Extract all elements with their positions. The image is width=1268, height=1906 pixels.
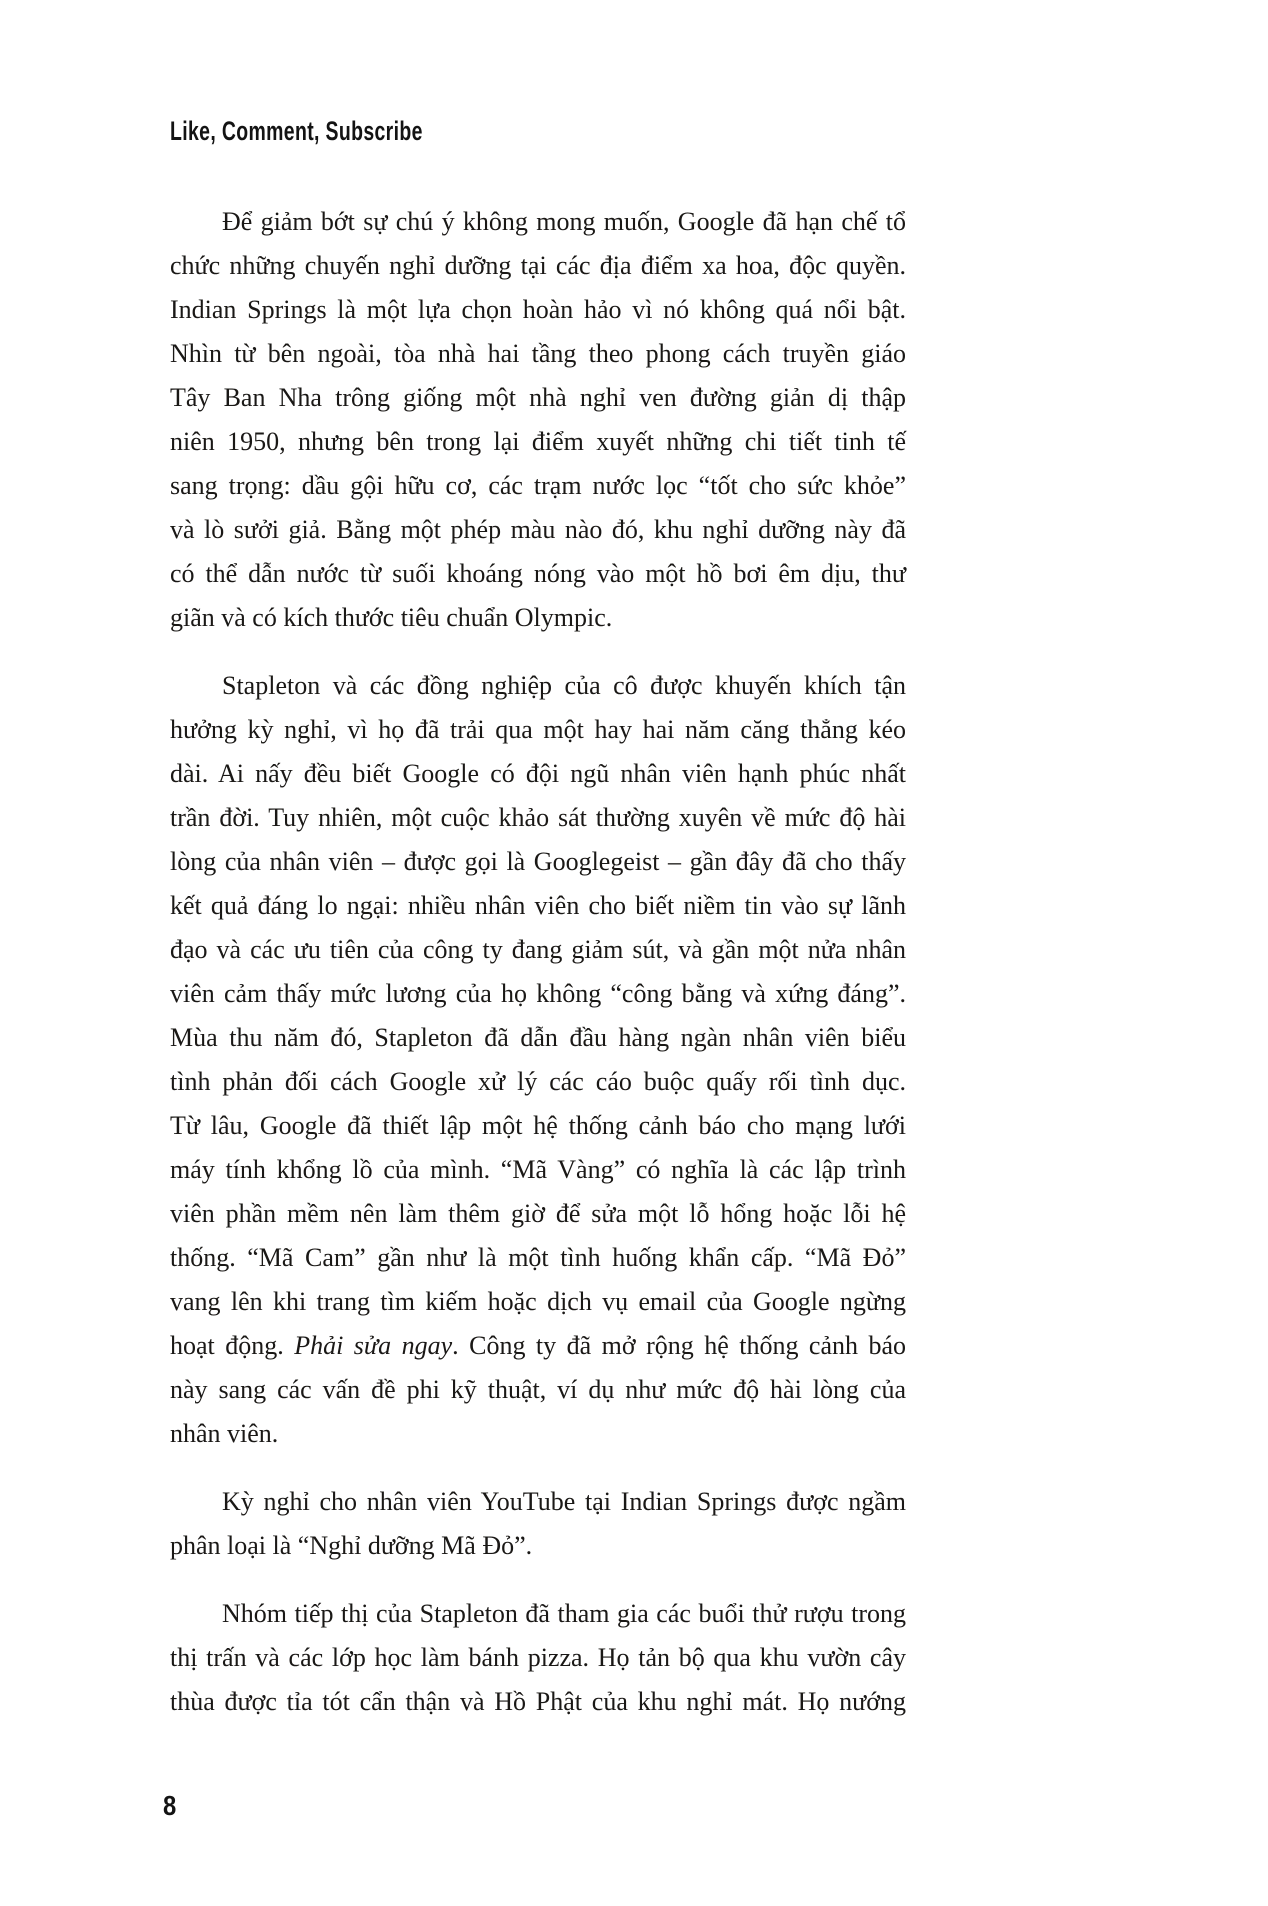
- text-line: phân loại là “Nghỉ dưỡng Mã Đỏ”.: [170, 1531, 533, 1560]
- text-line: lòng của nhân viên – được gọi là Googlegeist – gần đây đã cho thấy: [170, 847, 906, 876]
- text-line: Mùa thu năm đó, Stapleton đã dẫn đầu hàng ngàn nhân viên biểu: [170, 1023, 906, 1052]
- text-line: đạo và các ưu tiên của công ty đang giảm sút, và gần một nửa nhân: [170, 935, 906, 964]
- text-line: chức những chuyến nghỉ dưỡng tại các địa điểm xa hoa, độc quyền.: [170, 251, 906, 280]
- text-line: Tây Ban Nha trông giống một nhà nghỉ ven đường giản dị thập: [170, 383, 906, 412]
- paragraph-3: [170, 1480, 906, 1568]
- text-line: thống. “Mã Cam” gần như là một tình huống khẩn cấp. “Mã Đỏ”: [170, 1243, 906, 1272]
- text-line: dài. Ai nấy đều biết Google có đội ngũ nhân viên hạnh phúc nhất: [170, 759, 906, 788]
- text-line: kết quả đáng lo ngại: nhiều nhân viên cho biết niềm tin vào sự lãnh: [170, 891, 906, 920]
- text-line: giãn và có kích thước tiêu chuẩn Olympic.: [170, 603, 613, 632]
- text-line: có thể dẫn nước từ suối khoáng nóng vào một hồ bơi êm dịu, thư: [170, 559, 906, 588]
- text-line: máy tính khổng lồ của mình. “Mã Vàng” có nghĩa là các lập trình: [170, 1155, 906, 1184]
- text-line: Nhìn từ bên ngoài, tòa nhà hai tầng theo phong cách truyền giáo: [170, 339, 906, 368]
- text-line: nhân viên.: [170, 1419, 279, 1448]
- page-number: [163, 1790, 179, 1822]
- text-line: trần đời. Tuy nhiên, một cuộc khảo sát thường xuyên về mức độ hài: [170, 803, 906, 832]
- text-line: và lò sưởi giả. Bằng một phép màu nào đó, khu nghỉ dưỡng này đã: [170, 515, 906, 544]
- text-line: hoạt động. Phải sửa ngay. Công ty đã mở rộng hệ thống cảnh báo: [170, 1331, 907, 1360]
- text-line: Indian Springs là một lựa chọn hoàn hảo vì nó không quá nổi bật.: [170, 295, 906, 324]
- text-line: Nhóm tiếp thị của Stapleton đã tham gia các buổi thử rượu trong: [222, 1599, 906, 1628]
- paragraph-2: [170, 664, 906, 1456]
- text-line: vang lên khi trang tìm kiếm hoặc dịch vụ email của Google ngừng: [170, 1287, 906, 1316]
- text-line: viên phần mềm nên làm thêm giờ để sửa một lỗ hổng hoặc lỗi hệ: [170, 1199, 906, 1228]
- text-line: tình phản đối cách Google xử lý các cáo buộc quấy rối tình dục.: [170, 1067, 906, 1096]
- text-line: Stapleton và các đồng nghiệp của cô được khuyến khích tận: [222, 671, 906, 700]
- running-header-title: Like, Comment, Subscribe: [170, 116, 423, 146]
- text-line: này sang các vấn đề phi kỹ thuật, ví dụ như mức độ hài lòng của: [170, 1375, 906, 1404]
- running-header: [170, 116, 521, 146]
- paragraph-1: [170, 200, 906, 640]
- text-line: sang trọng: dầu gội hữu cơ, các trạm nước lọc “tốt cho sức khỏe”: [170, 471, 906, 500]
- text-line: thùa được tỉa tót cẩn thận và Hồ Phật của khu nghỉ mát. Họ nướng: [170, 1687, 906, 1716]
- text-line: niên 1950, nhưng bên trong lại điểm xuyết những chi tiết tinh tế: [170, 427, 906, 456]
- text-line: viên cảm thấy mức lương của họ không “công bằng và xứng đáng”.: [170, 979, 906, 1008]
- text-line: Kỳ nghỉ cho nhân viên YouTube tại Indian Springs được ngầm: [222, 1487, 906, 1516]
- text-line: Để giảm bớt sự chú ý không mong muốn, Google đã hạn chế tổ: [222, 207, 906, 236]
- page-number-value: 8: [163, 1790, 177, 1821]
- text-line: Từ lâu, Google đã thiết lập một hệ thống cảnh báo cho mạng lưới: [170, 1111, 906, 1140]
- body-text: [170, 200, 906, 1724]
- text-line: thị trấn và các lớp học làm bánh pizza. Họ tản bộ qua khu vườn cây: [170, 1643, 906, 1672]
- text-line: hưởng kỳ nghỉ, vì họ đã trải qua một hay hai năm căng thẳng kéo: [170, 715, 906, 744]
- paragraph-4: [170, 1592, 906, 1724]
